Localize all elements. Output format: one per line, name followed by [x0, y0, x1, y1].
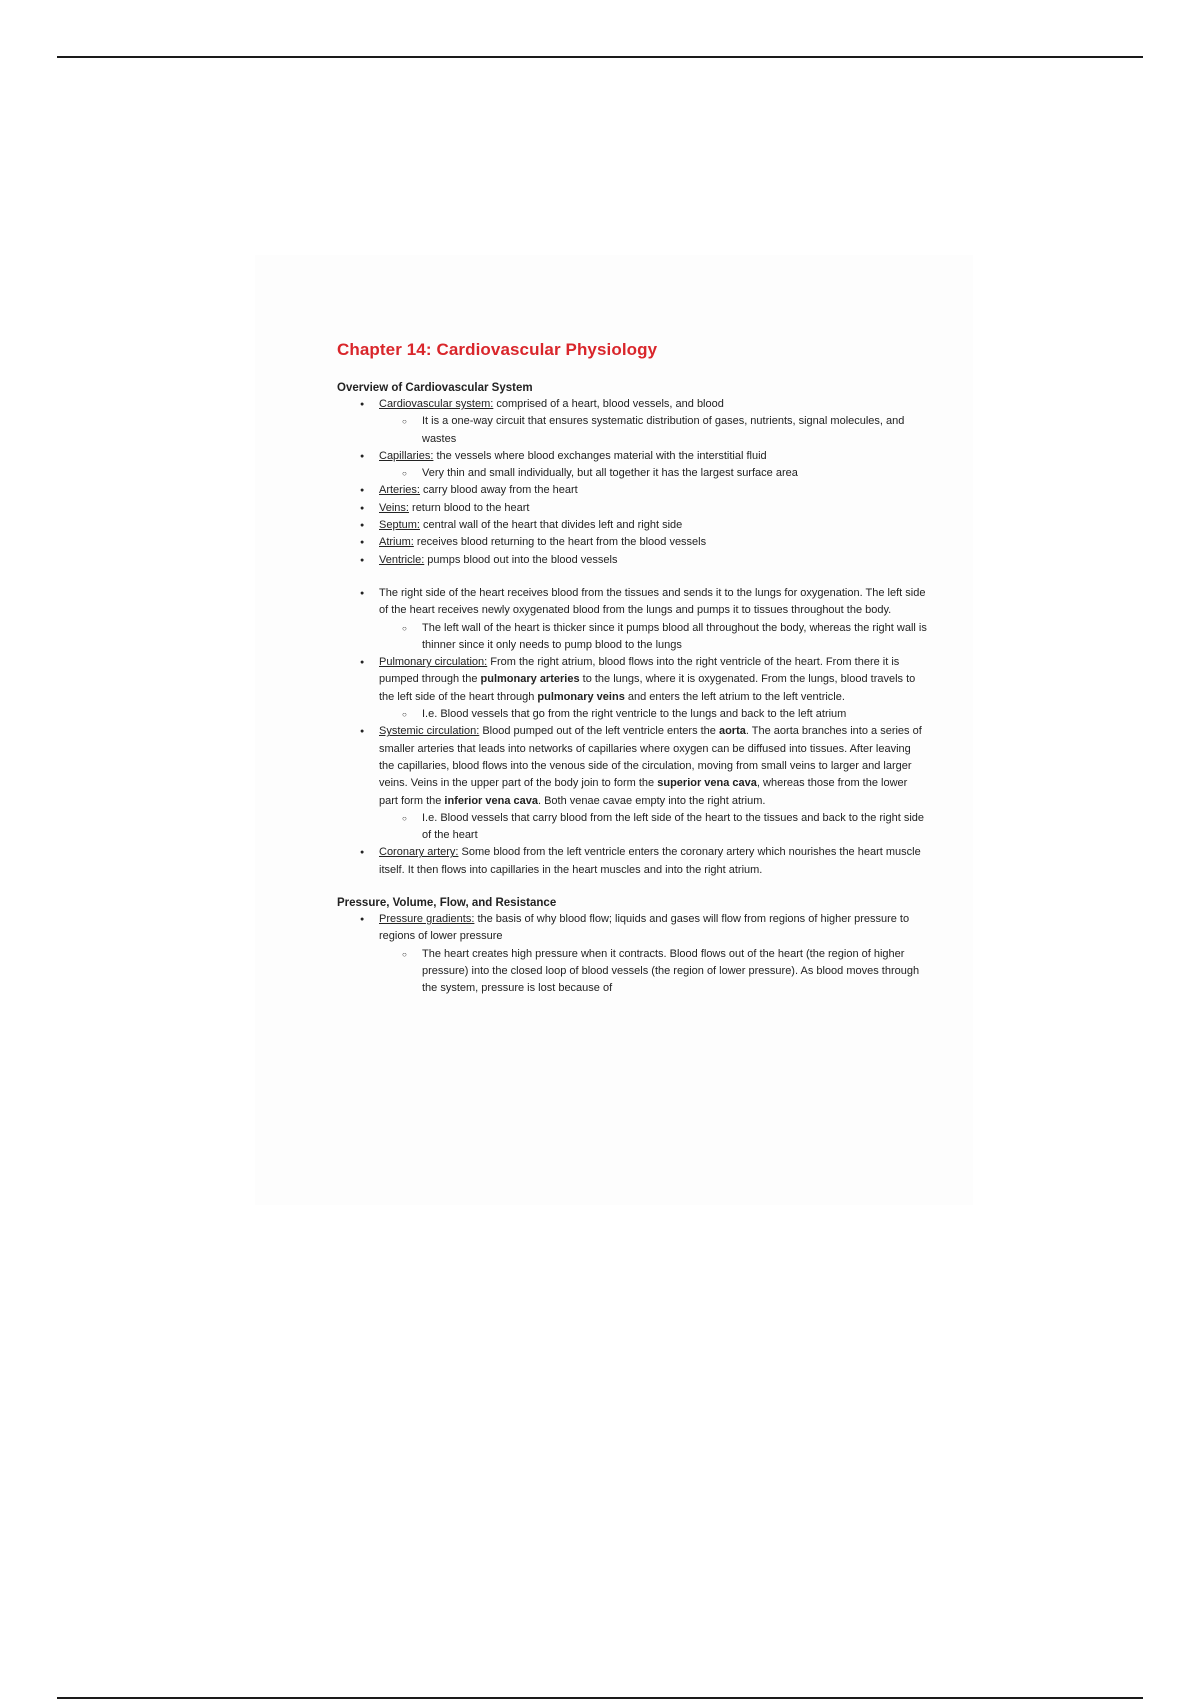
term: Systemic circulation:: [379, 725, 480, 738]
term: Capillaries:: [379, 449, 434, 462]
sub-item: ○ It is a one-way circuit that ensures systematic distribution of gases, nutrients, signal molecules, and wastes: [379, 413, 927, 448]
spacer: [337, 569, 927, 585]
sub-item: ○ I.e. Blood vessels that carry blood from the left side of the heart to the tissues and back to the right side of the heart: [379, 810, 927, 845]
bold-term: pulmonary veins: [537, 690, 625, 703]
document-content: [337, 340, 927, 998]
term: Ventricle:: [379, 553, 425, 566]
definition: carry blood away from the heart: [419, 484, 578, 497]
sub-list: [379, 413, 927, 448]
term: Pulmonary circulation:: [379, 656, 488, 669]
bold-term: pulmonary arteries: [480, 673, 580, 686]
definition: Some blood from the left ventricle enters the coronary artery which nourishes the heart muscle itself. It then flows into capillaries in the heart muscles and into the right atrium.: [379, 846, 921, 876]
sub-list: [379, 946, 927, 998]
list-item: [337, 482, 927, 499]
definition: receives blood returning to the heart from the blood vessels: [413, 536, 707, 549]
list-item: [337, 654, 927, 723]
section-heading: Overview of Cardiovascular System: [337, 382, 533, 394]
definition: the basis of why blood flow; liquids and gases will flow from regions of higher pressure to regions of lower pressure: [379, 913, 910, 943]
bottom-rule: [57, 1697, 1143, 1699]
text-run: . Both venae cavae empty into the right atrium.: [537, 794, 766, 807]
sub-item: ○ I.e. Blood vessels that go from the right ventricle to the lungs and back to the left atrium: [379, 706, 927, 723]
bullet-list: [337, 911, 927, 997]
document-page-image: [255, 255, 973, 1205]
list-item: [337, 552, 927, 569]
chapter-title: Chapter 14: Cardiovascular Physiology: [337, 340, 658, 359]
term: Coronary artery:: [379, 846, 459, 859]
sub-list: [379, 620, 927, 655]
list-item: [337, 517, 927, 534]
list-item: [337, 911, 927, 997]
text-run: and enters the left atrium to the left ventricle.: [624, 690, 845, 703]
term: Atrium:: [379, 536, 414, 549]
sub-item: ○ Very thin and small individually, but all together it has the largest surface area: [379, 465, 927, 482]
paragraph: The right side of the heart receives blood from the tissues and sends it to the lungs for oxygenation. The left side of the heart receives newly oxygenated blood from the lungs and pumps it to tissues throughout the body.: [379, 586, 926, 617]
bold-term: aorta: [718, 725, 746, 738]
term: Veins:: [379, 501, 409, 514]
list-item: [337, 723, 927, 844]
term: Cardiovascular system:: [379, 398, 494, 410]
text-run: to the lungs, where it is oxygenated. From the lungs, blood travels to the left side of the heart through: [379, 673, 916, 703]
text-run: , whereas those from the lower part form the: [379, 777, 908, 807]
term: Pressure gradients:: [379, 913, 475, 926]
term: Septum:: [379, 519, 420, 532]
list-item: [337, 396, 927, 448]
bullet-list: [337, 396, 927, 569]
sub-item: ○ The left wall of the heart is thicker since it pumps blood all throughout the body, whereas the right wall is thinner since it only needs to pump blood to the lungs: [379, 620, 927, 655]
text-run: From the right atrium, blood flows into the right ventricle of the heart. From there it is pumped through the: [379, 656, 900, 686]
bold-term: superior vena cava: [657, 777, 757, 790]
top-rule: [57, 56, 1143, 58]
text-run: Blood pumped out of the left ventricle enters the: [479, 725, 719, 738]
sub-list: [379, 706, 927, 723]
list-item: [337, 500, 927, 517]
definition: return blood to the heart: [408, 501, 530, 514]
bold-term: inferior vena cava: [444, 794, 538, 807]
list-item: [337, 448, 927, 483]
text-run: . The aorta branches into a series of smaller arteries that leads into networks of capillaries where oxygen can be diffused into tissues. After leaving the capillaries, blood flows into the venous side of the circulation, moving from small veins to larger and larger veins. Veins in the upper part of the body join to form the: [379, 725, 922, 790]
term: Arteries:: [379, 484, 420, 497]
bullet-list: [337, 585, 927, 879]
definition: pumps blood out into the blood vessels: [424, 553, 618, 566]
definition: the vessels where blood exchanges material with the interstitial fluid: [433, 449, 767, 462]
definition: comprised of a heart, blood vessels, and blood: [493, 398, 724, 410]
sub-item: ○ The heart creates high pressure when it contracts. Blood flows out of the heart (the region of higher pressure) into the closed loop of blood vessels (the region of lower pressure). As blood moves through the system, pressure is lost because of: [379, 946, 927, 998]
definition: central wall of the heart that divides left and right side: [419, 519, 683, 532]
list-item: [337, 844, 927, 879]
sub-list: [379, 810, 927, 845]
list-item: [337, 585, 927, 654]
sub-list: [379, 465, 927, 482]
section-heading: Pressure, Volume, Flow, and Resistance: [337, 897, 557, 910]
list-item: [337, 534, 927, 551]
